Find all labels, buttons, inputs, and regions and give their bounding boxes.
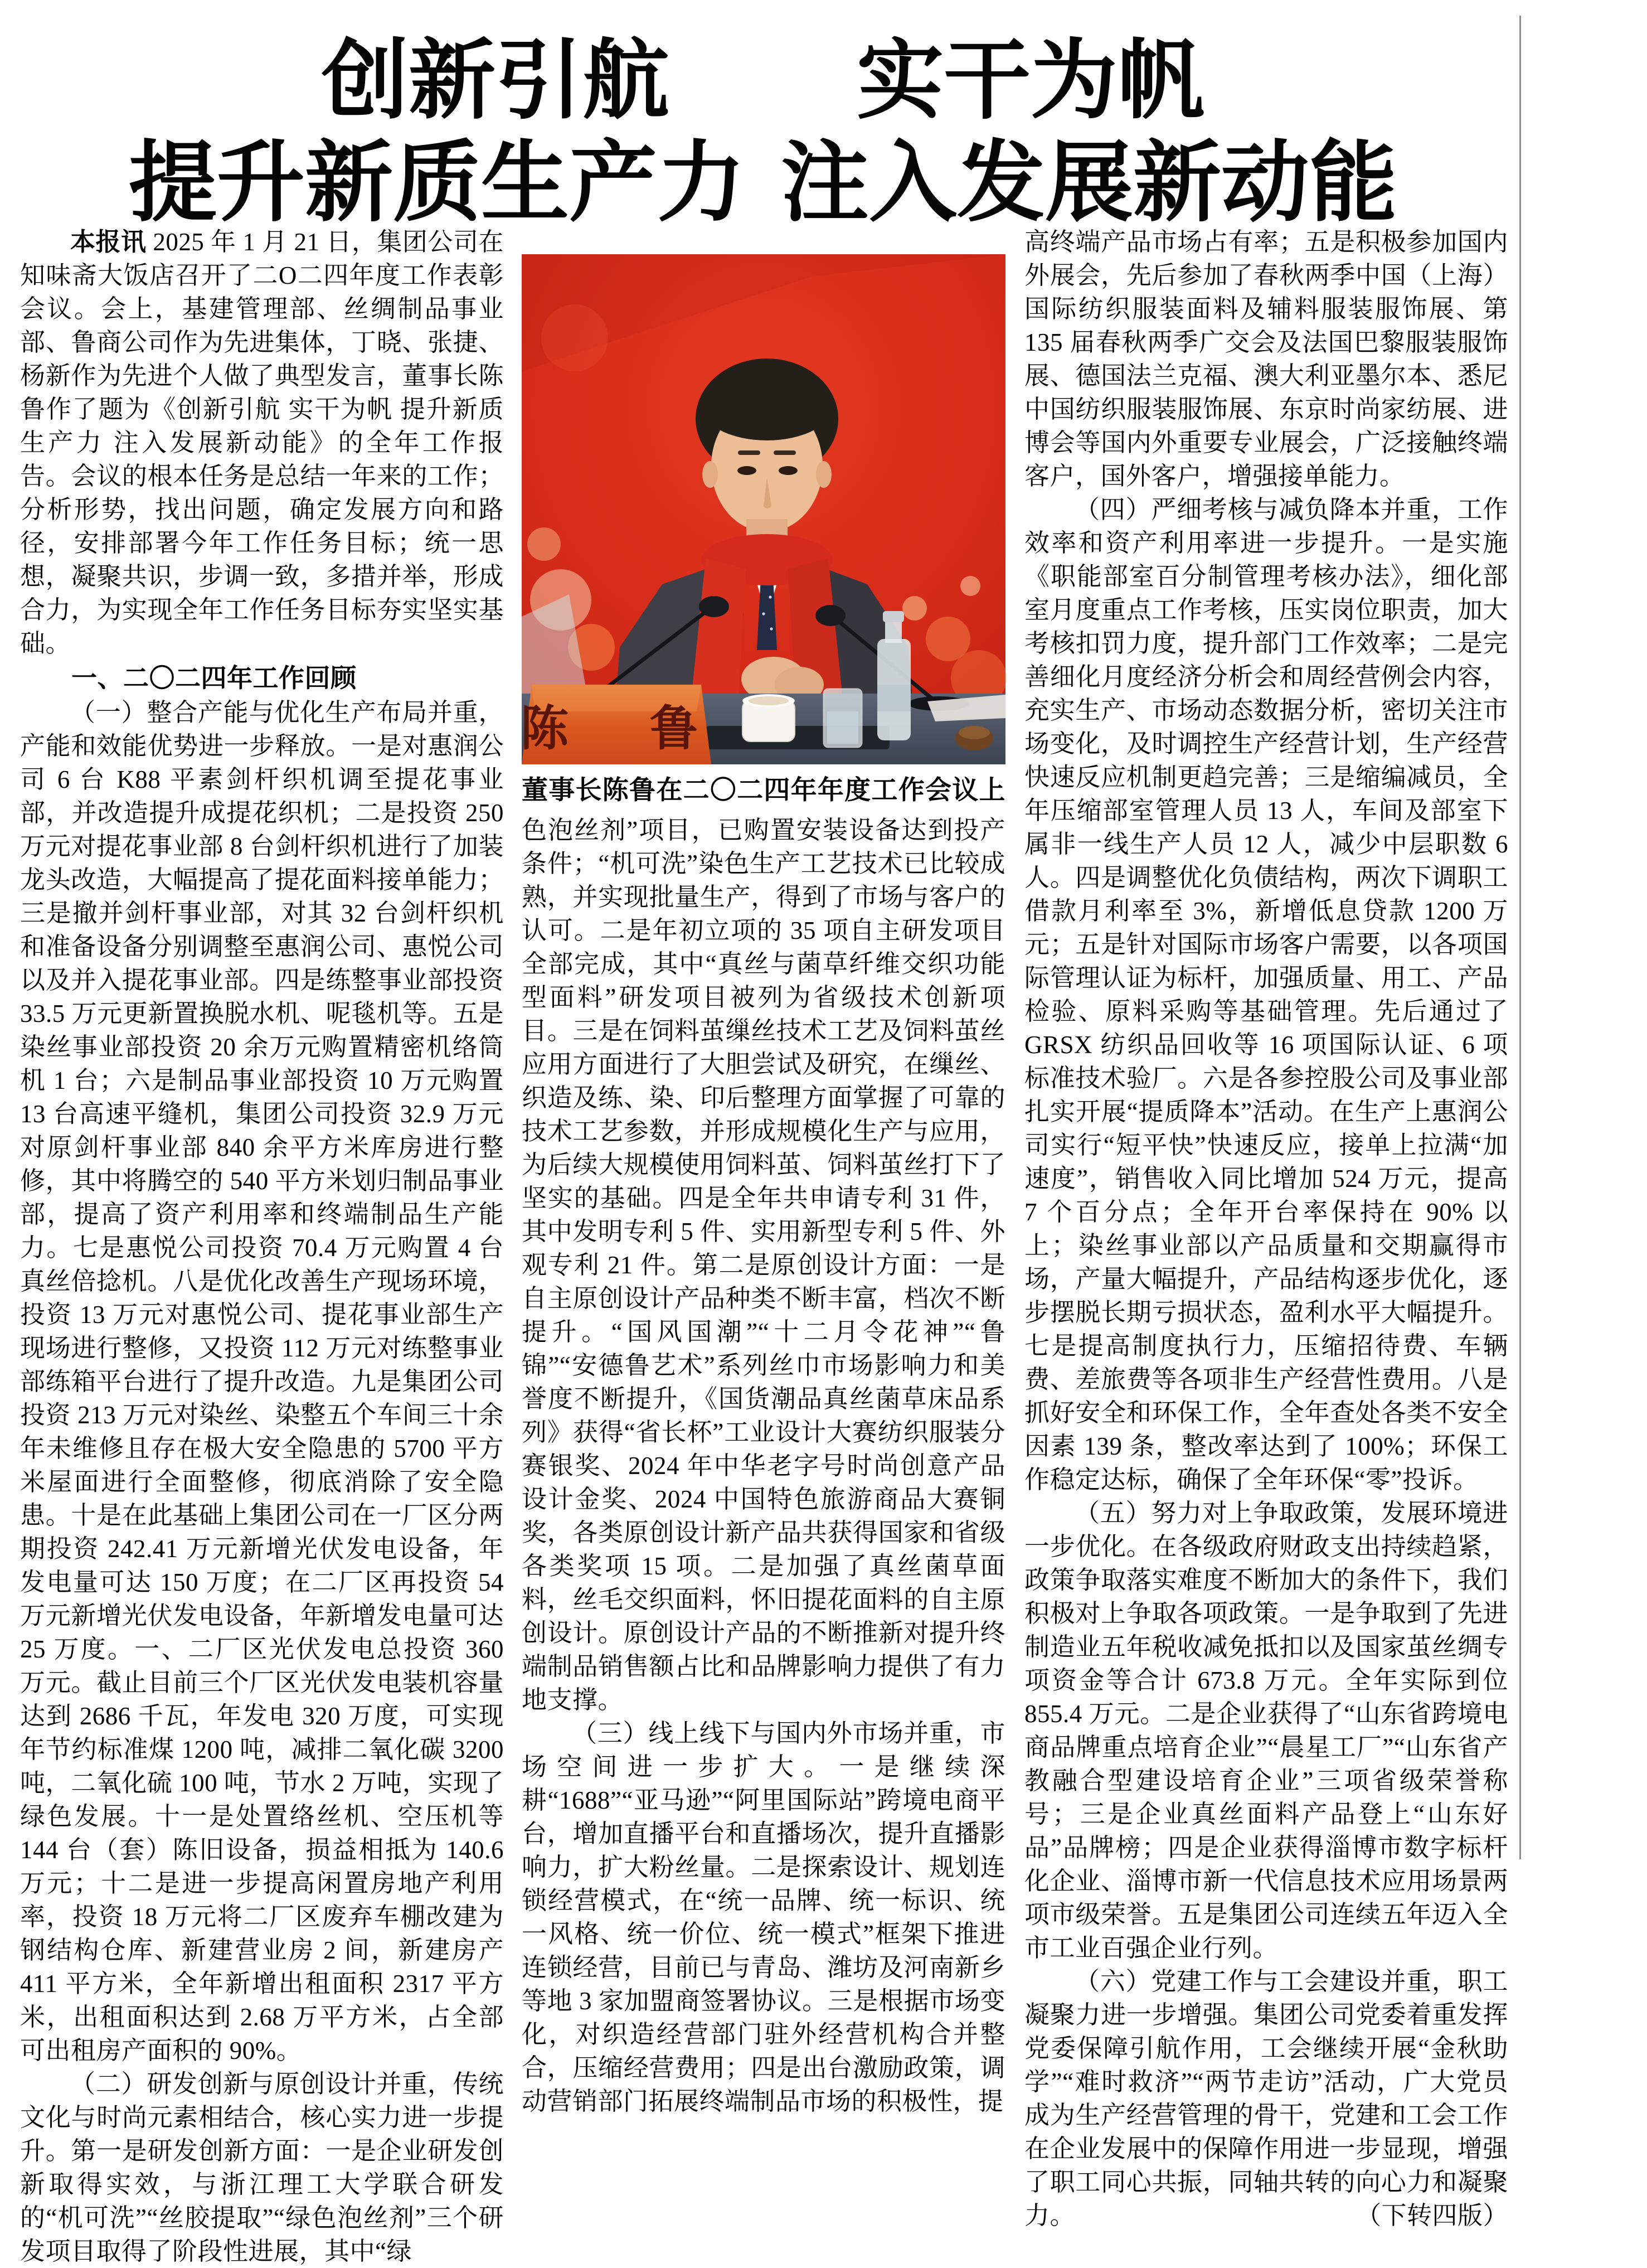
headline-phrase: 实干为帆: [857, 33, 1204, 129]
placard-text: 陈 鲁: [521, 702, 715, 755]
ear: [702, 461, 718, 488]
conference-photo: [522, 254, 1005, 764]
text-column-2: [522, 225, 1005, 2118]
eye: [737, 466, 756, 475]
column-2-body: [522, 813, 1005, 2118]
text-column-1: [20, 225, 504, 2268]
headline-phrase: 创新引航: [322, 33, 669, 129]
paragraph: （一）整合产能与优化生产布局并重，产能和效能优势进一步释放。一是对惠润公司 6 台 K88 平素剑杆织机调至提花事业部，并改造提升成提花织机；二是投资 250 万元对提花事业部 8 台剑杆织机进行了加装龙头改造，大幅提高了提花面料接单能力；三是撤并剑杆事业部，对其 32 台剑杆织机和准备设备分别调整至惠润公司、惠悦公司以及并入提花事业部。四是练整事业部投资 33.5 万元更新置换脱水机、呢毯机等。五是染丝事业部投资 20 余万元购置精密机络筒机 1 台；六是制品事业部投资 10 万元购置 13 台高速平缝机，集团公司投资 32.9 万元对原剑杆事业部 840 余平方米库房进行整修，其中将腾空的 540 平方米划归制品事业部，提高了资产利用率和终端制品生产能力。七是惠悦公司投资 70.4 万元购置 4 台真丝倍捻机。八是优化改善生产现场环境，投资 13 万元对惠悦公司、提花事业部生产现场进行整修，又投资 112 万元对练整事业部练箱平台进行了提升改造。九是集团公司投资 213 万元对染丝、染整五个车间三十余年未维修且存在极大安全隐患的 5700 平方米屋面进行全面整修，彻底消除了安全隐患。十是在此基础上集团公司在一厂区分两期投资 242.41 万元新增光伏发电设备，年发电量可达 150 万度；在二厂区再投资 54 万元新增光伏发电设备，年新增发电量可达 25 万度。一、二厂区光伏发电总投资 360 万元。截止目前三个厂区光伏发电装机容量达到 2686 千瓦，年发电 320 万度，可实现年节约标准煤 1200 吨，减排二氧化碳 3200 吨，二氧化硫 100 吨，节水 2 万吨，实现了绿色发展。十一是处置络丝机、空压机等 144 台（套）陈旧设备，损益相抵为 140.6 万元；十二是进一步提高闲置房地产利用率，投资 18 万元将二厂区废弃车棚改建为钢结构仓库、新建营业房 2 间，新建房产 411 平方米，全年新增出租面积 2317 平方米，出租面积达到 2.68 万平方米，占全部可出租房产面积的 90%。: [20, 699, 504, 2065]
dateline: 本报讯: [70, 227, 147, 256]
paragraph: （四）严细考核与减负降本并重，工作效率和资产利用率进一步提升。一是实施《职能部室百分制管理考核办法》，细化部室月度重点工作考核，压实岗位职责，加大考核扣罚力度，提升部门工作效率；二是完善细化月度经济分析会和周经营例会内容，充实生产、市场动态数据分析，密切关注市场变化，及时调控生产经营计划，生产经营快速反应机制更趋完善；三是缩编减员，全年压缩部室管理人员 13 人，车间及部室下属非一线生产人员 12 人，减少中层职数 6 人。四是调整优化负债结构，两次下调职工借款月利率至 3%，新增低息贷款 1200 万元；五是针对国际市场客户需要，以各项国际管理认证为标杆，加强质量、用工、产品检验、原料采购等基础管理。先后通过了 GRSX 纺织品回收等 16 项国际认证、6 项标准技术验厂。六是各参控股公司及事业部扎实开展“提质降本”活动。在生产上惠润公司实行“短平快”快速反应，接单上拉满“加速度”，销售收入同比增加 524 万元，提高 7 个百分点；全年开台率保持在 90% 以上；染丝事业部以产品质量和交期赢得市场，产量大幅提升，产品结构逐步优化，逐步摆脱长期亏损状态，盈利水平大幅提升。七是提高制度执行力，压缩招待费、车辆费、差旅费等各项非生产经营性费用。八是抓好安全和环保工作，全年查处各类不安全因素 139 条，整改率达到了 100%；环保工作稳定达标，确保了全年环保“零”投诉。: [1024, 496, 1508, 1494]
paragraph: 高终端产品市场占有率；五是积极参加国内外展会，先后参加了春秋两季中国（上海）国际纺织服装面料及辅料服装服饰展、第 135 届春秋两季广交会及法国巴黎服装服饰展、德国法兰克福、澳大利亚墨尔本、悉尼中国纺织服装服饰展、东京时尚家纺展、进博会等国内外重要专业展会，广泛接触终端客户，国外客户，增强接单能力。: [1024, 228, 1508, 490]
column-3-body: [1024, 225, 1508, 2232]
photo-caption: 董事长陈鲁在二〇二四年年度工作会议上: [522, 775, 1005, 805]
name-placard: [521, 685, 715, 764]
article-headline: [20, 33, 1507, 233]
section-heading: 一、二〇二四年工作回顾: [71, 663, 357, 692]
headline-phrase: 注入发展新动能: [781, 135, 1397, 233]
eyebrow: [738, 450, 760, 455]
teacup: [742, 694, 795, 742]
paragraph: 色泡丝剂”项目，已购置安装设备达到投产条件；“机可洗”染色生产工艺技术已比较成熟，并实现批量生产，得到了市场与客户的认可。二是年初立项的 35 项自主研发项目全部完成，其中“真丝与菌草纤维交织功能型面料”研发项目被列为省级技术创新项目。三是在饲料茧缫丝技术工艺及饲料茧丝应用方面进行了大胆尝试及研究，在缫丝、织造及练、染、印后整理方面掌握了可靠的技术工艺参数，并形成规模化生产与应用，为后续大规模使用饲料茧、饲料茧丝打下了坚实的基础。四是全年共申请专利 31 件，其中发明专利 5 件、实用新型专利 5 件、外观专利 21 件。第二是原创设计方面：一是自主原创设计产品种类不断丰富，档次不断提升。“国风国潮”“十二月令花神”“鲁锦”“安德鲁艺术”系列丝巾市场影响力和美誉度不断提升，《国货潮品真丝菌草床品系列》获得“省长杯”工业设计大赛纺织服装分赛银奖、2024 年中华老字号时尚创意产品设计金奖、2024 中国特色旅游商品大赛铜奖，各类原创设计新产品共获得国家和省级各类奖项 15 项。二是加强了真丝菌草面料，丝毛交织面料，怀旧提花面料的自主原创设计。原创设计产品的不断推新对提升终端制品销售额占比和品牌影响力提供了有力地支撑。: [522, 816, 1005, 1714]
paragraph: 本报讯 2025 年 1 月 21 日，集团公司在知味斋大饭店召开了二O二四年度工作表彰会议。会上，基建管理部、丝绸制品事业部、鲁商公司作为先进集体，丁晓、张捷、杨新作为先进个人做了典型发言，董事长陈鲁作了题为《创新引航 实干为帆 提升新质生产力 注入发展新动能》的全年工作报告。会议的根本任务是总结一年来的工作；分析形势，找出问题，确定发展方向和路径，安排部署今年工作任务目标；统一思想，凝聚共识，步调一致，多措并举，形成合力，为实现全年工作任务目标夯实坚实基础。: [20, 227, 504, 657]
headline-line-1: [20, 33, 1507, 129]
headline-phrase: 提升新质生产力: [129, 135, 745, 233]
column-1-body: [20, 225, 504, 2268]
headline-line-2: [20, 135, 1507, 233]
jump-note: （下转四版）: [1356, 2202, 1508, 2230]
drinking-glass: [824, 689, 862, 747]
ear: [816, 461, 832, 488]
eyebrow: [774, 450, 796, 455]
conference-photo-figure: [522, 254, 1005, 807]
text-column-3: [1024, 225, 1508, 2232]
column-divider-rule: [1519, 16, 1521, 1859]
paragraph: （五）努力对上争取政策，发展环境进一步优化。在各级政府财政支出持续趋紧，政策争取落实难度不断加大的条件下，我们积极对上争取各项政策。一是争取到了先进制造业五年税收减免抵扣以及国家茧丝绸专项资金等合计 673.8 万元。全年实际到位 855.4 万元。二是企业获得了“山东省跨境电商品牌重点培育企业”“晨星工厂”“山东省产教融合型建设培育企业”三项省级荣誉称号；三是企业真丝面料产品登上“山东好品”品牌榜；四是企业获得淄博市数字标杆化企业、淄博市新一代信息技术应用场景两项市级荣誉。五是集团公司连续五年迈入全市工业百强企业行列。: [1024, 1499, 1508, 1962]
paragraph: （六）党建工作与工会建设并重，职工凝聚力进一步增强。集团公司党委着重发挥党委保障引航作用，工会继续开展“金秋助学”“难时救济”“两节走访”活动，广大党员成为生产经营管理的骨干，党建和工会工作在企业发展中的保障作用进一步显现，增强了职工同心共振，同轴共转的向心力和凝聚力。: [1024, 1967, 1508, 2230]
paragraph: （三）线上线下与国内外市场并重，市场空间进一步扩大。一是继续深耕“1688”“亚马逊”“阿里国际站”跨境电商平台，增加直播平台和直播场次，提升直播影响力，扩大粉丝量。二是探索设计、规划连锁经营模式，在“统一品牌、统一标识、统一风格、统一价位、统一模式”框架下推进连锁经营，目前已与青岛、潍坊及河南新乡等地 3 家加盟商签署协议。三是根据市场变化，对织造经营部门驻外经营机构合并整合，压缩经营费用；四是出台激励政策，调动营销部门拓展终端制品市场的积极性，提: [522, 1719, 1005, 2115]
eye: [779, 466, 798, 475]
paragraph: （二）研发创新与原创设计并重，传统文化与时尚元素相结合，核心实力进一步提升。第一是研发创新方面：一是企业研发创新取得实效，与浙江理工大学联合研发的“机可洗”“丝胶提取”“绿色泡丝剂”三个研发项目取得了阶段性进展，其中“绿: [20, 2070, 504, 2265]
